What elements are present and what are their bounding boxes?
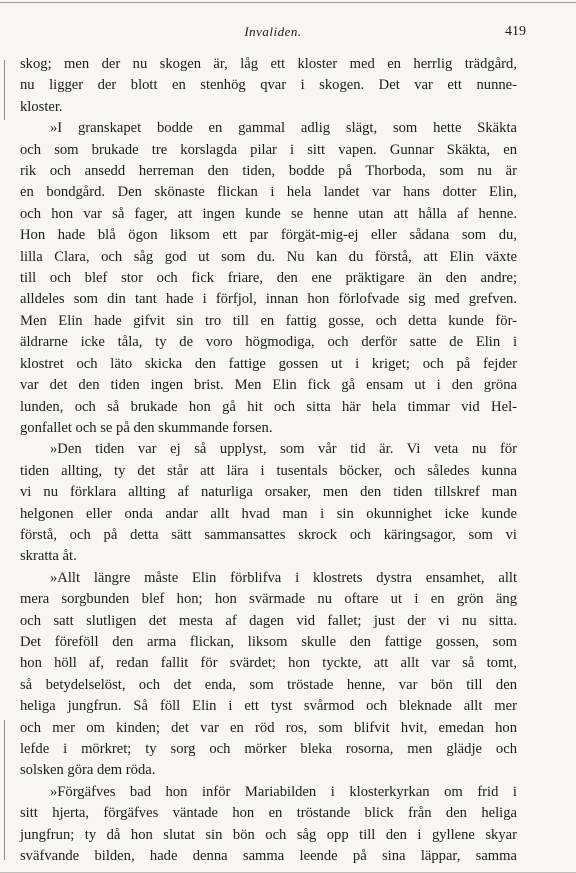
text-line: Men Elin hade gifvit sin tro till en fattig gosse, och detta kunde för- — [20, 312, 517, 329]
text-line: sitt hjerta, förgäfves väntade hon en tröstande blick från den heliga — [20, 805, 517, 822]
text-line: solsken göra dem röda. — [20, 762, 156, 779]
text-line: hon höll af, redan fallit för svärdet; hon tyckte, att allt var så tomt, — [20, 655, 517, 672]
paragraph — [20, 54, 517, 118]
text-line: mera sorgbunden blef hon; hon svärmade nu oftare ut i en grön äng — [20, 591, 517, 608]
text-line: skog; men der nu skogen är, låg ett kloster med en herrlig trädgård, — [20, 56, 517, 72]
text-line: helgonen eller onda andar allt hvad man i sin okunnighet icke kunde — [20, 505, 517, 522]
text-line: »Allt längre måste Elin förblifva i klostrets dystra ensamhet, allt — [50, 569, 517, 586]
text-line: och som brukade tre korslagda pilar i sitt vapen. Gunnar Skäkta, en — [20, 141, 517, 158]
text-line: skratta åt. — [20, 548, 77, 565]
text-line: alldeles som din tant hade i förfjol, innan hon förlofvade sig med grefven. — [20, 291, 517, 308]
page-number: 419 — [505, 24, 526, 39]
paragraph — [20, 439, 517, 567]
text-line: heliga jungfrun. Så föll Elin i ett tyst svårmod och bleknade allt mer — [20, 698, 517, 715]
text-line: och satt slutligen det mesta af dagen vid fallet; just der vi nu sitta. — [20, 612, 517, 629]
text-line: klostret och läto skicka den fattige gossen ut i kriget; och på fejder — [20, 355, 517, 372]
paragraph — [20, 118, 517, 439]
text-line: och hon var så fager, att ingen kunde se henne utan att hålla af henne. — [20, 205, 517, 222]
top-edge-rule — [0, 2, 576, 3]
text-line: äldrarne icke tåla, ty de voro högmodiga, och derför satte de Elin i — [20, 334, 517, 351]
text-line: rik och ansedd herreman den tiden, bodde på Thorboda, som nu är — [20, 163, 517, 180]
text-line: Hon hade blå ögon liksom ett par förgät-mig-ej eller sådana som du, — [20, 227, 517, 244]
text-line: sväfvande bilden, hade denna samma leende på sina läppar, samma — [20, 848, 517, 865]
text-line: lilla Clara, och såg god ut som du. Nu kan du förstå, att Elin växte — [20, 248, 517, 265]
text-line: Det föreföll den arma flickan, liksom skulle den fattige gossen, som — [20, 633, 517, 650]
text-line: »Förgäfves bad hon inför Mariabilden i klosterkyrkan om frid i — [50, 783, 517, 800]
margin-mark — [4, 60, 5, 120]
running-title: Invaliden. — [244, 24, 302, 39]
text-line: var det den tiden ingen brist. Men Elin fick gå ensam ut i den gröna — [20, 377, 517, 394]
margin-mark — [4, 720, 5, 860]
text-line: lunden, och så brukade hon gå hit och sitta här hela timmar vid Hel- — [20, 398, 517, 415]
text-line: kloster. — [20, 98, 63, 115]
paragraph — [20, 568, 517, 782]
running-head — [20, 24, 526, 44]
body-text — [20, 54, 517, 867]
text-line: jungfrun; ty då hon slutat sin bön och såg opp till den i gyllene skyar — [20, 826, 517, 843]
text-line: lefde i mörkret; ty sorg och mörker bleka rosorna, men glädje och — [20, 741, 517, 757]
text-line: en bondgård. Den skönaste flickan i hela landet var hans dotter Elin, — [20, 184, 517, 201]
text-line: till och blef stor och fick friare, den ene präktigare än den andre; — [20, 270, 517, 287]
paragraph — [20, 782, 517, 868]
text-line: och mer om kinden; det var en röd ros, som blifvit hvit, emedan hon — [20, 719, 517, 736]
text-line: förstå, och på detta sätt sammansattes skrock och käringsagor, som vi — [20, 526, 517, 543]
text-line: gonfallet och se på den skummande forsen. — [20, 419, 273, 436]
text-line: vi nu förklara allting af naturliga orsaker, men den tiden tillskref man — [20, 484, 517, 501]
text-line: »Den tiden var ej så upplyst, som vår tid är. Vi veta nu för — [50, 441, 517, 458]
text-line: tiden allting, ty det står att lära i tusentals böcker, och således kunna — [20, 462, 517, 479]
text-line: »I granskapet bodde en gammal adlig slägt, som hette Skäkta — [50, 120, 517, 137]
text-line: så betydelselöst, och det enda, som tröstade henne, var bön till den — [20, 676, 517, 693]
text-line: nu ligger der blott en stenhög qvar i skogen. Det var ett nunne- — [20, 77, 517, 94]
